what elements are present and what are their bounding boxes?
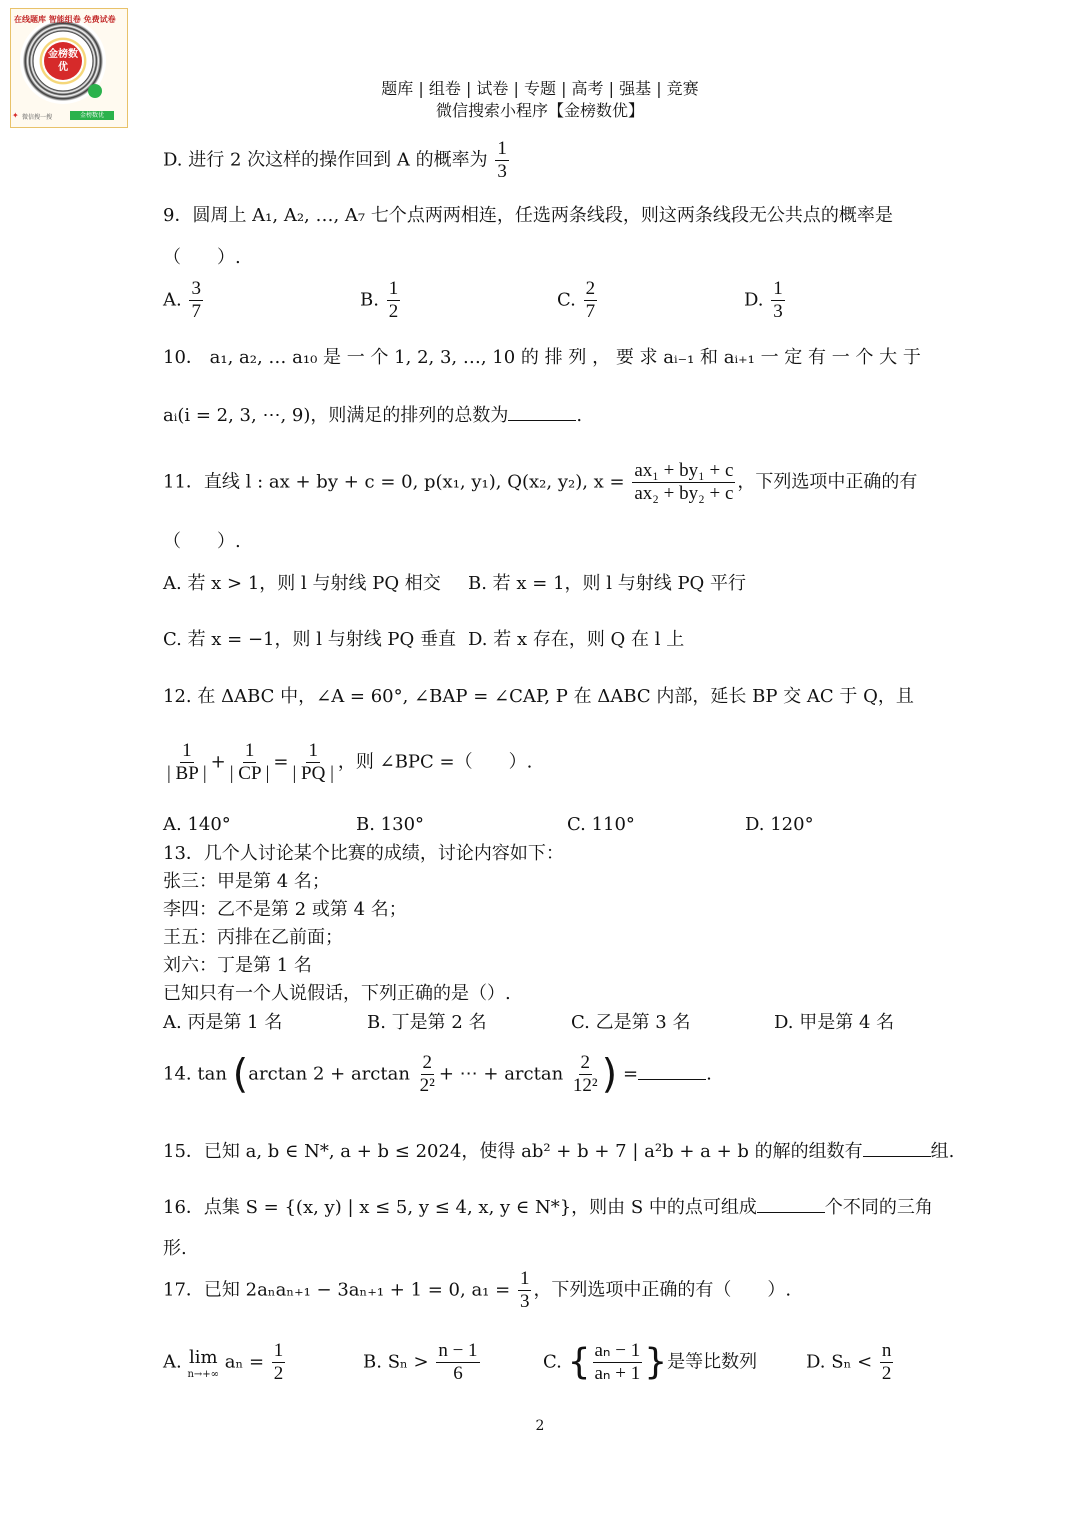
option-label: C. — [543, 1351, 562, 1373]
left-paren-icon: ( — [232, 1051, 249, 1098]
question-number: 14. — [163, 1063, 192, 1085]
fraction-numerator: 1 — [182, 740, 192, 761]
q16 — [163, 1194, 933, 1220]
fraction-denominator: 2 — [273, 1363, 284, 1384]
q10-end: . — [576, 405, 583, 426]
q12-stem: 12. 在 ΔABC 中，∠A = 60°, ∠BAP = ∠CAP, P 在 ΔABC 内部，延长 BP 交 AC 于 Q，且 — [163, 686, 914, 707]
brand-logo: 金榜数优 — [44, 42, 82, 80]
fraction-denominator: 2 — [881, 1363, 892, 1384]
fraction-denominator: 3 — [773, 301, 783, 322]
header-subtitle: 微信搜索小程序【金榜数优】 — [435, 101, 644, 120]
option-label: D. — [806, 1351, 826, 1373]
q17-b-expr: Sₙ > — [387, 1351, 429, 1373]
option-label: C. — [557, 289, 576, 311]
q11-paren: （ ）. — [163, 531, 241, 552]
q10-line2 — [163, 402, 582, 428]
q17-d-expr: Sₙ < — [831, 1351, 873, 1373]
q9-paren: （ ）. — [163, 247, 241, 268]
fraction-denominator: | BP | — [167, 763, 207, 784]
q13-line: 已知只有一个人说假话，下列正确的是（）. — [163, 983, 511, 1004]
q9-option-b — [360, 278, 402, 323]
q17-c-tail: 是等比数列 — [667, 1351, 758, 1373]
fraction-denominator: | CP | — [229, 763, 270, 784]
q14-tan: tan — [197, 1063, 227, 1085]
fraction-numerator: n — [881, 1340, 892, 1361]
q12-option-d: D. 120° — [745, 814, 814, 835]
q13-option-b: B. 丁是第 2 名 — [367, 1012, 487, 1033]
limit-operator — [187, 1346, 219, 1380]
fraction-numerator: 1 — [497, 138, 507, 159]
q15-text: 15．已知 a, b ∈ N*, a + b ≤ 2024，使得 ab² + b + 7 | a²b + a + b 的解的组数有 — [163, 1141, 863, 1162]
fraction-denominator: 7 — [585, 301, 596, 322]
fraction-numerator: 3 — [191, 278, 201, 299]
fraction-numerator: ax₁ + by₁ + c — [634, 460, 734, 481]
equals-sign: = — [622, 1063, 639, 1085]
lim-text: lim — [188, 1346, 218, 1368]
q16-line2: 形. — [163, 1238, 187, 1259]
fraction-numerator: n − 1 — [438, 1340, 478, 1361]
q11-option-a: A. 若 x > 1，则 l 与射线 PQ 相交 — [163, 573, 441, 594]
fraction-numerator: 2 — [585, 278, 596, 299]
fraction-numerator: 1 — [773, 278, 783, 299]
fraction-denominator: | PQ | — [292, 763, 334, 784]
answer-blank[interactable] — [638, 1061, 706, 1080]
q14-equation — [163, 1052, 712, 1097]
q10-text: aᵢ(i = 2, 3, ⋯, 9)，则满足的排列的总数为 — [163, 405, 509, 426]
fraction-denominator: 3 — [497, 161, 507, 182]
q14-expr: + ⋯ + arctan — [438, 1063, 564, 1085]
answer-blank[interactable] — [863, 1138, 931, 1157]
q11-option-c: C. 若 x = −1，则 l 与射线 PQ 垂直 — [163, 629, 457, 650]
q12-equation: $\frac{1}{| BP |}$ + $\frac{1}{| CP |}$ = $\frac{1}{| PQ |}$ ，则 ∠BPC =（ ）. — [167, 740, 533, 784]
fraction-denominator: 3 — [519, 1291, 530, 1312]
q17-tail: ，下列选项中正确的有（ ）. — [533, 1279, 792, 1301]
q17-stem-text: 17．已知 2aₙaₙ₊₁ − 3aₙ₊₁ + 1 = 0, a₁ = — [163, 1279, 511, 1301]
q17-option-b — [363, 1340, 482, 1385]
q13-stem: 13．几个人讨论某个比赛的成绩，讨论内容如下： — [163, 843, 564, 864]
q13-line: 李四：乙不是第 2 或第 4 名； — [163, 899, 407, 920]
fraction-numerator: 2 — [580, 1052, 591, 1073]
q17-a-expr: aₙ = — [224, 1351, 265, 1373]
q17-option-c — [543, 1340, 757, 1385]
fraction-numerator: 1 — [308, 740, 318, 761]
badge-top-text: 在线题库 智能组卷 免费试卷 — [14, 15, 116, 24]
q12-option-a: A. 140° — [163, 814, 231, 835]
header-links: 题库 | 组卷 | 试卷 | 专题 | 高考 | 强基 | 竞赛 — [381, 79, 699, 98]
q13-option-a: A. 丙是第 1 名 — [163, 1012, 283, 1033]
fraction-denominator: 6 — [453, 1363, 463, 1384]
q16-text: 16．点集 S = {(x, y) | x ≤ 5, y ≤ 4, x, y ∈ N*}，则由 S 中的点可组成 — [163, 1197, 757, 1218]
fraction-numerator: 1 — [519, 1268, 530, 1289]
q17-stem — [163, 1268, 791, 1313]
right-brace-icon: } — [644, 1341, 668, 1383]
fraction-numerator: 2 — [422, 1052, 433, 1073]
left-brace-icon: { — [567, 1341, 591, 1383]
q14-end: . — [706, 1063, 712, 1085]
q13-option-c: C. 乙是第 3 名 — [571, 1012, 691, 1033]
fraction-denominator: 2² — [419, 1075, 435, 1096]
answer-blank[interactable] — [757, 1194, 825, 1213]
q15-end: 组. — [930, 1141, 955, 1162]
q9-option-d — [744, 278, 787, 323]
q15 — [163, 1138, 954, 1164]
q17-option-a — [163, 1340, 287, 1385]
q9-option-c — [557, 278, 599, 323]
option-label: B. — [363, 1351, 382, 1373]
q12-option-c: C. 110° — [567, 814, 635, 835]
q9-stem: 9．圆周上 A₁, A₂, …, A₇ 七个点两两相连，任选两条线段，则这两条线段无公共点的概率是 — [163, 205, 893, 226]
fraction-numerator: 1 — [388, 278, 399, 299]
star-icon: ✦ — [12, 111, 19, 120]
q10-line1: 10． a₁, a₂, … a₁₀ 是 一 个 1, 2, 3, …, 10 的 排 列 ， 要 求 aᵢ₋₁ 和 aᵢ₊₁ 一 定 有 一 个 大 于 — [163, 347, 921, 368]
option-label: D. — [744, 289, 764, 311]
option-label: A. — [163, 1351, 182, 1373]
fraction-denominator: 12² — [572, 1075, 598, 1096]
fraction-denominator: 2 — [388, 301, 399, 322]
q13-line: 张三：甲是第 4 名； — [163, 871, 330, 892]
page-number: 2 — [535, 1418, 545, 1434]
q14-expr: arctan 2 + arctan — [248, 1063, 410, 1085]
q8-option-d-text: D. 进行 2 次这样的操作回到 A 的概率为 — [163, 149, 488, 171]
fraction-denominator: 7 — [191, 301, 201, 322]
option-label: A. — [163, 289, 182, 311]
q13-option-d: D. 甲是第 4 名 — [774, 1012, 895, 1033]
q13-line: 王五：丙排在乙前面； — [163, 927, 343, 948]
q17-option-d — [806, 1340, 895, 1385]
fraction-numerator: 1 — [244, 740, 255, 761]
q11-option-d: D. 若 x 存在，则 Q 在 l 上 — [468, 629, 685, 650]
q8-option-d — [163, 138, 511, 183]
lim-subscript: n→+∞ — [187, 1368, 219, 1380]
fraction-numerator: aₙ − 1 — [594, 1340, 641, 1361]
fraction-numerator: 1 — [273, 1340, 284, 1361]
answer-blank[interactable] — [508, 402, 576, 421]
q11-stem — [163, 460, 917, 505]
q11-tail: ，下列选项中正确的有 — [737, 471, 918, 493]
q9-option-a — [163, 278, 205, 323]
right-paren-icon: ) — [601, 1051, 618, 1098]
q12-option-b: B. 130° — [356, 814, 425, 835]
badge-search-label: 微信搜一搜 — [22, 114, 53, 121]
q11-option-b: B. 若 x = 1，则 l 与射线 PQ 平行 — [468, 573, 747, 594]
badge-brand-label: 金榜数优 — [70, 111, 114, 120]
option-label: B. — [360, 289, 379, 311]
fraction-denominator: ax₂ + by₂ + c — [634, 483, 734, 504]
q16-end: 个不同的三角 — [824, 1197, 933, 1218]
q12-tail: ，则 ∠BPC =（ ）. — [337, 751, 533, 773]
q13-line: 刘六：丁是第 1 名 — [163, 955, 312, 976]
q11-stem-text: 11．直线 l : ax + by + c = 0, p(x₁, y₁), Q(x₂, y₂), x = — [163, 471, 625, 493]
fraction-denominator: aₙ + 1 — [594, 1363, 641, 1384]
